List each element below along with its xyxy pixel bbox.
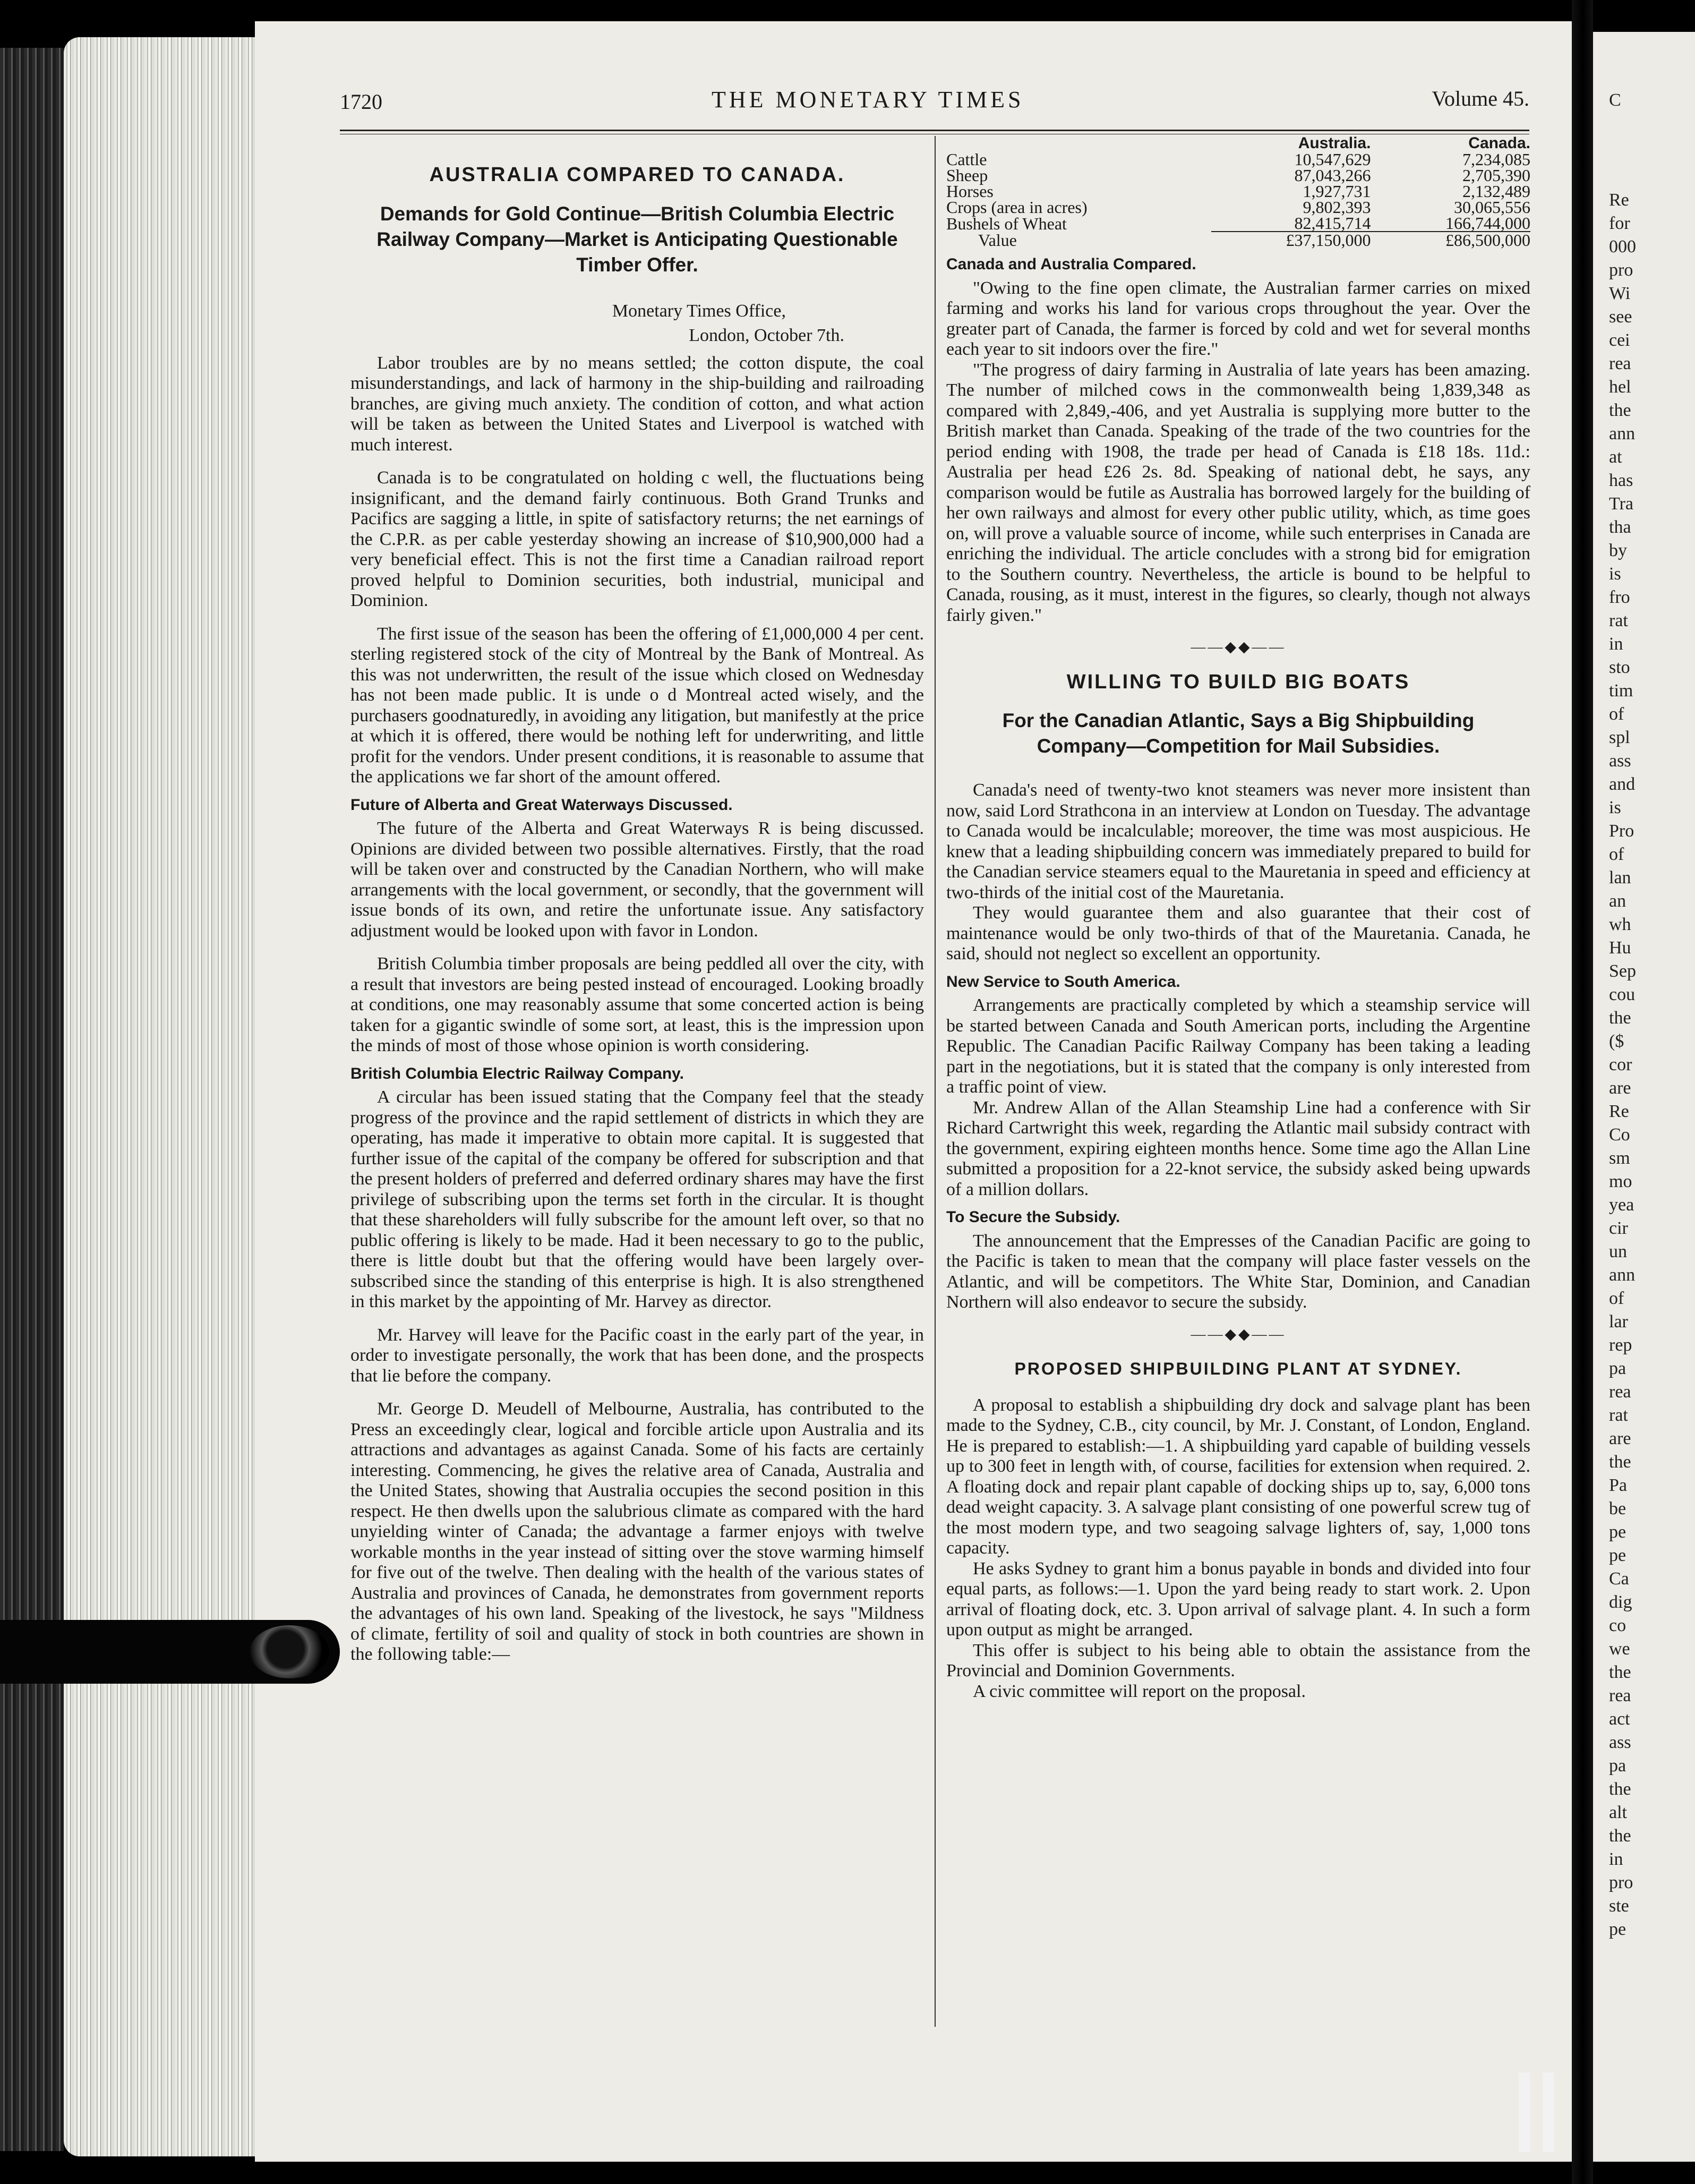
facing-fragment: pe bbox=[1609, 1919, 1626, 1939]
paragraph: The first issue of the season has been the offering of £1,000,000 4 per cent. sterling registered stock of the city of Montreal by the Bank of Montreal. As this was not underwritten, the result of the issue which closed on Wednesday has not been made public. It is unde o d Montreal acted wisely, and the purchasers goodnaturedly, in avoiding any litigation, but manifestly at the price at which it is offered, there would be nothing left for underwriting, and little profit for the vendors. Under present conditions, it is reasonable to assume that the applications we far short of the amount offered. bbox=[350, 624, 924, 787]
paragraph: They would guarantee them and also guarantee that their cost of maintenance would be only two-thirds of that of the Mauretania. Canada, he said, should not neglect so excellent an opportunity. bbox=[946, 903, 1530, 963]
dateline-office: Monetary Times Office, bbox=[612, 301, 786, 321]
book-gutter bbox=[1572, 0, 1593, 2184]
paragraph: Labor troubles are by no means settled; the cotton dispute, the coal misunderstandings, and lack of harmony in the ship-building and railroading branches, are giving much anxiety. The condition of cotton, and what action will be taken as between the United States and Liverpool is watched with much interest. bbox=[350, 353, 924, 455]
page-number: 1720 bbox=[340, 90, 382, 114]
australia-value: 10,547,629 bbox=[1294, 150, 1371, 169]
australia-value: 1,927,731 bbox=[1303, 182, 1371, 201]
facing-fragment: cei bbox=[1609, 330, 1630, 350]
facing-fragment: by bbox=[1609, 541, 1627, 560]
facing-fragment: dig bbox=[1609, 1592, 1632, 1612]
scan-mark bbox=[1519, 2072, 1530, 2152]
volume-label: Volume 45. bbox=[1432, 87, 1529, 110]
facing-fragment: tha bbox=[1609, 517, 1631, 537]
facing-page bbox=[1593, 32, 1695, 2162]
facing-fragment: pro bbox=[1609, 1873, 1633, 1892]
facing-fragment: Wi bbox=[1609, 284, 1631, 303]
facing-fragment: wh bbox=[1609, 915, 1631, 934]
facing-fragment: are bbox=[1609, 1429, 1631, 1448]
facing-fragment: the bbox=[1609, 1826, 1631, 1846]
value-australia: £37,150,000 bbox=[1211, 232, 1371, 248]
scan-mark bbox=[1543, 2072, 1554, 2152]
facing-fragment: in bbox=[1609, 1849, 1623, 1869]
paragraph: Arrangements are practically completed by which a steamship service will be started between Canada and South American ports, including the Argentine Republic. The Canadian Pacific Railway Company has been taking a leading part in the negotiations, but it is stated that the company is only interested from a traffic point of view. bbox=[946, 995, 1530, 1097]
facing-fragment: pa bbox=[1609, 1756, 1626, 1776]
article-title: AUSTRALIA COMPARED TO CANADA. bbox=[429, 164, 845, 186]
livestock-table bbox=[946, 135, 1530, 248]
binder-clip bbox=[250, 1625, 329, 1678]
table-row bbox=[946, 151, 1530, 167]
header-rule bbox=[340, 130, 1529, 131]
ornament-divider: ——◆◆—— bbox=[1191, 1326, 1286, 1343]
facing-fragment: an bbox=[1609, 891, 1626, 911]
facing-fragment: of bbox=[1609, 1289, 1624, 1308]
facing-fragment: is bbox=[1609, 564, 1621, 584]
canada-value: 166,744,000 bbox=[1445, 214, 1530, 233]
australia-value: 82,415,714 bbox=[1294, 214, 1371, 233]
facing-fragment: the bbox=[1609, 1452, 1631, 1472]
facing-fragment: the bbox=[1609, 400, 1631, 420]
facing-fragment: un bbox=[1609, 1242, 1627, 1261]
paragraph: A civic committee will report on the proposal. bbox=[973, 1681, 1306, 1701]
facing-fragment: for bbox=[1609, 214, 1630, 233]
facing-fragment: we bbox=[1609, 1639, 1630, 1659]
facing-fragment: the bbox=[1609, 1662, 1631, 1682]
row-label: Sheep bbox=[946, 166, 988, 185]
publication-title: THE MONETARY TIMES bbox=[712, 87, 1024, 113]
facing-fragment: Tra bbox=[1609, 494, 1633, 514]
article-title: WILLING TO BUILD BIG BOATS bbox=[1066, 670, 1410, 693]
section-heading: British Columbia Electric Railway Company. bbox=[350, 1064, 684, 1082]
table-row bbox=[946, 199, 1530, 215]
facing-fragment: rat bbox=[1609, 611, 1628, 630]
facing-fragment: rep bbox=[1609, 1335, 1632, 1355]
value-label: Value bbox=[978, 230, 1017, 250]
facing-fragment: Re bbox=[1609, 190, 1629, 210]
facing-fragment: are bbox=[1609, 1078, 1631, 1098]
facing-fragment: pe bbox=[1609, 1522, 1626, 1542]
facing-fragment: at bbox=[1609, 447, 1622, 467]
facing-fragment: lar bbox=[1609, 1312, 1628, 1332]
paragraph: Mr. George D. Meudell of Melbourne, Australia, has contributed to the Press an exceedingly clear, logical and forcible article upon Australia and its attractions and advantages as against Canada. Some of his facts are certainly interesting. Commencing, he gives the relative area of Canada, Australia and the United States, showing that Australia occupies the second position in this respect. He then dwells upon the salubrious climate as compared with the hard unyielding winter of Canada; the advantage a farmer enjoys with twelve workable months in the year instead of sitting over the stove warming himself for five out of the twelve. Then dealing with the health of the various states of Australia and provinces of Canada, he demonstrates from government reports the advantages of his own land. Speaking of the livestock, he says "Mildness of climate, fertility of soil and quality of stock in both countries are shown in the following table:— bbox=[350, 1399, 924, 1664]
facing-page-text bbox=[1609, 32, 1636, 1940]
row-label: Horses bbox=[946, 182, 994, 201]
canada-value: 7,234,085 bbox=[1462, 150, 1530, 169]
paragraph: Mr. Harvey will leave for the Pacific coast in the early part of the year, in order to investigate personally, the work that has been done, and the prospects that lie before the company. bbox=[350, 1325, 924, 1386]
facing-fragment: in bbox=[1609, 634, 1623, 654]
facing-fragment: alt bbox=[1609, 1803, 1627, 1822]
facing-fragment: rat bbox=[1609, 1405, 1628, 1425]
section-heading: Canada and Australia Compared. bbox=[946, 255, 1196, 273]
right-column bbox=[946, 135, 1530, 1702]
canada-value: 30,065,556 bbox=[1454, 198, 1530, 217]
facing-fragment: fro bbox=[1609, 587, 1630, 607]
paragraph: A proposal to establish a shipbuilding dry dock and salvage plant has been made to the Sydney, C.B., city council, by Mr. J. Constant, of London, England. He is prepared to establish:—1. A shipbuilding yard capable of building vessels up to 300 feet in length with, of course, facilities for extension when required. 2. A floating dock and repair plant capable of docking ships up to, say, 6,000 tons dead weight capacity. 3. A salvage plant consisting of one powerful screw tug of the most modern type, and two seagoing salvage lighters of, say, 1,000 tons capacity. bbox=[946, 1395, 1530, 1558]
facing-fragment: 000 bbox=[1609, 237, 1636, 257]
value-canada: £86,500,000 bbox=[1371, 232, 1530, 248]
row-label: Crops (area in acres) bbox=[946, 198, 1088, 217]
facing-fragment: ste bbox=[1609, 1896, 1629, 1916]
paragraph: The announcement that the Empresses of the Canadian Pacific are going to the Pacific is taken to mean that the company will place faster vessels on the Atlantic, and will be competitors. The White Star, Dominion, and Canadian Northern will also endeavor to secure the subsidy. bbox=[946, 1231, 1530, 1312]
facing-fragment: tim bbox=[1609, 681, 1633, 701]
table-row bbox=[946, 167, 1530, 183]
canada-value: 2,705,390 bbox=[1462, 166, 1530, 185]
col-header-canada: Canada. bbox=[1468, 134, 1530, 152]
facing-fragment: cir bbox=[1609, 1218, 1628, 1238]
facing-fragment: Hu bbox=[1609, 938, 1631, 958]
facing-fragment: act bbox=[1609, 1709, 1630, 1729]
dateline-place: London, October 7th. bbox=[689, 325, 844, 345]
facing-fragment: Sep bbox=[1609, 961, 1636, 981]
left-column bbox=[350, 154, 924, 1665]
book-binding bbox=[0, 48, 64, 2151]
facing-fragment: C bbox=[1609, 90, 1621, 110]
paragraph: British Columbia timber proposals are being peddled all over the city, with a result that investors are being pested instead of encouraged. Looking broadly at conditions, one may reasonably assume that some concerted action is being taken for a gigantic swindle of some sort, at least, this is the impression upon the minds of most of those whose opinion is worth considering. bbox=[350, 954, 924, 1055]
table-row bbox=[946, 183, 1530, 199]
facing-fragment: rea bbox=[1609, 1686, 1631, 1705]
facing-fragment: hel bbox=[1609, 377, 1631, 397]
paragraph: A circular has been issued stating that the Company feel that the steady progress of the province and the rapid settlement of districts in which they are operating, has made it imperative to obtain more capital. It is suggested that further issue of the capital of the company be offered for subscription and that the present holders of preferred and deferred ordinary shares may have the first privilege of subscribing upon the terms set forth in the circular. It is thought that these shareholders will fully subscribe for the amount left over, so that no public offering is likely to be made. Had it been necessary to go to the public, there is little doubt but that the offering would have been largely over-subscribed since the standing of this enterprise is high. It is also strengthened in this market by the appointing of Mr. Harvey as director. bbox=[350, 1087, 924, 1311]
australia-value: 9,802,393 bbox=[1303, 198, 1371, 217]
page-edges bbox=[64, 37, 281, 2156]
facing-fragment: co bbox=[1609, 1616, 1626, 1635]
facing-fragment: the bbox=[1609, 1008, 1631, 1028]
facing-fragment: Co bbox=[1609, 1125, 1630, 1145]
paragraph: "The progress of dairy farming in Australia of late years has been amazing. The number of milched cows in the commonwealth being 1,839,348 as compared with 2,849,-406, and yet Australia is supplying more butter to the British market than Canada. Speaking of the trade of the two countries for the period ending with 1908, the trade per head of Canada is £18 18s. 11d.: Australia per head £26 2s. 8d. Speaking of national debt, he says, any comparison would be futile as Australia has borrowed largely for the building of her own railways and almost for every other public utility, which, as time goes on, will prove a valuable source of income, while such enterprises in Canada are enriching the individual. The article concludes with a strong bid for emigration to the Southern country. Nevertheless, the article is bound to be helpful to Canada, rousing, as it must, interest in the figures, so clearly, though not always fairly given." bbox=[946, 360, 1530, 625]
ornament-divider: ——◆◆—— bbox=[1191, 639, 1286, 655]
facing-fragment: lan bbox=[1609, 868, 1631, 888]
facing-fragment: cor bbox=[1609, 1055, 1632, 1074]
facing-fragment: ass bbox=[1609, 751, 1631, 771]
facing-fragment: sto bbox=[1609, 658, 1630, 677]
section-heading: New Service to South America. bbox=[946, 972, 1180, 991]
paragraph: "Owing to the fine open climate, the Australian farmer carries on mixed farming and works his land for various crops throughout the year. Over the greater part of Canada, the farmer is forced by cold and wet for several months each year to sit indoors over the fire." bbox=[946, 278, 1530, 359]
facing-fragment: is bbox=[1609, 798, 1621, 817]
row-label: Cattle bbox=[946, 150, 987, 169]
facing-fragment: rea bbox=[1609, 354, 1631, 373]
facing-fragment: Pa bbox=[1609, 1475, 1627, 1495]
facing-fragment: spl bbox=[1609, 728, 1630, 747]
facing-fragment: of bbox=[1609, 704, 1624, 724]
facing-fragment: and bbox=[1609, 774, 1636, 794]
facing-fragment: Pro bbox=[1609, 821, 1634, 841]
article-subheadline: Demands for Gold Continue—British Columbia Electric Railway Company—Market is Anticipating Questionable Timber Offer. bbox=[376, 202, 898, 276]
facing-fragment: ann bbox=[1609, 424, 1636, 443]
column-rule bbox=[935, 136, 936, 2027]
paragraph: Canada is to be congratulated on holding c well, the fluctuations being insignificant, and the demand fairly continuous. Both Grand Trunks and Pacifics are sagging a little, in spite of satisfactory returns; the net earnings of the C.P.R. as per cable yesterday showing an increase of $10,900,000 had a very beneficial effect. This is not the first time a Canadian railroad report proved helpful to Dominion securities, both industrial, municipal and Dominion. bbox=[350, 468, 924, 610]
facing-fragment: pa bbox=[1609, 1359, 1626, 1378]
article-subheadline: For the Canadian Atlantic, Says a Big Shipbuilding Company—Competition for Mail Subsidies. bbox=[1002, 710, 1475, 757]
facing-fragment: ann bbox=[1609, 1265, 1636, 1285]
section-heading: Future of Alberta and Great Waterways Discussed. bbox=[350, 796, 733, 814]
australia-value: 87,043,266 bbox=[1294, 166, 1371, 185]
article-title: PROPOSED SHIPBUILDING PLANT AT SYDNEY. bbox=[1014, 1359, 1462, 1378]
facing-fragment: Re bbox=[1609, 1102, 1629, 1121]
table-row bbox=[946, 215, 1530, 232]
facing-fragment: yea bbox=[1609, 1195, 1634, 1215]
facing-fragment: mo bbox=[1609, 1172, 1632, 1191]
facing-fragment: Ca bbox=[1609, 1569, 1629, 1589]
facing-fragment: the bbox=[1609, 1779, 1631, 1799]
facing-fragment: see bbox=[1609, 307, 1632, 327]
facing-fragment: pro bbox=[1609, 260, 1633, 280]
facing-fragment: sm bbox=[1609, 1148, 1630, 1168]
canada-value: 2,132,489 bbox=[1462, 182, 1530, 201]
dateline bbox=[350, 299, 924, 348]
paragraph: Canada's need of twenty-two knot steamers was never more insistent than now, said Lord Strathcona in an interview at London on Tuesday. The advantage to Canada would be incalculable; moreover, the time was most auspicious. He knew that a leading shipbuilding concern was immediately prepared to build for the Canadian service steamers equal to the Mauretania in speed and efficiency at two-thirds of the initial cost of the Mauretania. bbox=[946, 780, 1530, 902]
row-label: Bushels of Wheat bbox=[946, 214, 1067, 233]
paragraph: He asks Sydney to grant him a bonus payable in bonds and divided into four equal parts, as follows:—1. Upon the yard being ready to start work. 2. Upon arrival of floating dock, etc. 3. Upon arrival of salvage plant. 4. In such a form upon output as might be arranged. bbox=[946, 1558, 1530, 1640]
facing-fragment: rea bbox=[1609, 1382, 1631, 1402]
page-header bbox=[340, 89, 1529, 126]
paragraph: Mr. Andrew Allan of the Allan Steamship Line had a conference with Sir Richard Cartwright this week, regarding the Atlantic mail subsidy contract with the government, expiring eighteen months hence. Some time ago the Allan Line submitted a proposition for a 22-knot service, the subsidy asked being upwards of a million dollars. bbox=[946, 1097, 1530, 1199]
facing-fragment: ($ bbox=[1609, 1031, 1624, 1051]
facing-fragment: be bbox=[1609, 1499, 1626, 1518]
col-header-australia: Australia. bbox=[1298, 134, 1371, 152]
facing-fragment: of bbox=[1609, 844, 1624, 864]
paragraph: The future of the Alberta and Great Waterways R is being discussed. Opinions are divided between two possible alternatives. Firstly, that the road will be taken over and constructed by the Canadian Northern, who will make arrangements with the local government, or secondly, that the government will issue bonds of its own, and retire the unfortunate issue. Any satisfactory adjustment would be looked upon with favor in London. bbox=[350, 818, 924, 941]
facing-fragment: ass bbox=[1609, 1733, 1631, 1752]
paragraph: This offer is subject to his being able to obtain the assistance from the Provincial and Dominion Governments. bbox=[946, 1640, 1530, 1680]
section-heading: To Secure the Subsidy. bbox=[946, 1208, 1120, 1226]
facing-fragment: pe bbox=[1609, 1546, 1626, 1565]
facing-fragment: cou bbox=[1609, 985, 1636, 1004]
facing-fragment: has bbox=[1609, 471, 1633, 490]
